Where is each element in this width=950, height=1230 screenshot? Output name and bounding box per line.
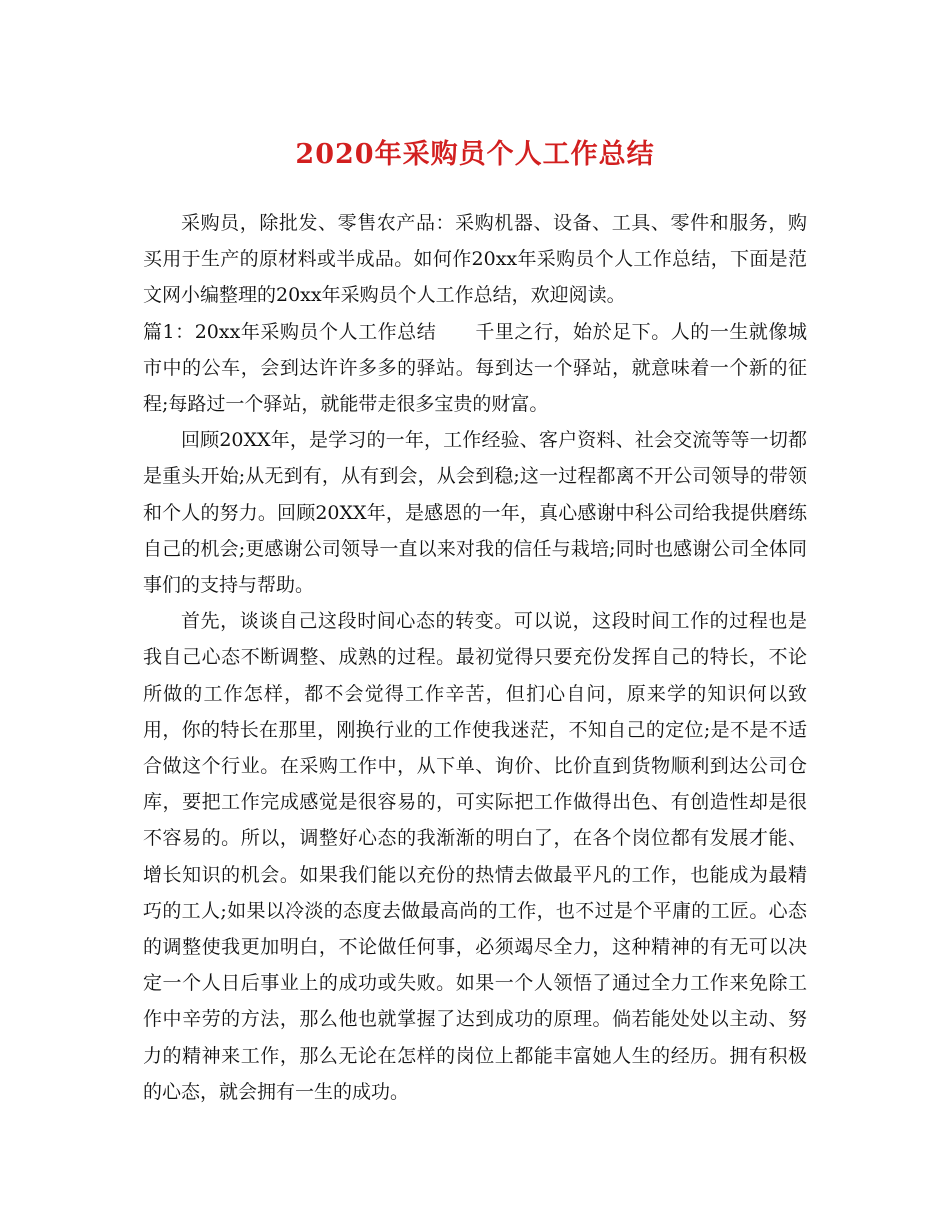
chapter-one-paragraph: 篇1：20xx年采购员个人工作总结 千里之行，始於足下。人的一生就像城市中的公车，会到达许许多多的驿站。每到达一个驿站，就意味着一个新的征程;每路过一个驿站，就能带走很多宝贵的财富。 (143, 320, 807, 416)
review-paragraph: 回顾20XX年，是学习的一年，工作经验、客户资料、社会交流等等一切都是重头开始;从无到有，从有到会，从会到稳;这一过程都离不开公司领导的带领和个人的努力。回顾20XX年，是感恩的一年，真心感谢中科公司给我提供磨练自己的机会;更感谢公司领导一直以来对我的信任与栽培;同时也感谢公司全体同事们的支持与帮助。 (143, 429, 807, 597)
intro-paragraph: 采购员，除批发、零售农产品：采购机器、设备、工具、零件和服务，购买用于生产的原材料或半成品。如何作20xx年采购员个人工作总结，下面是范文网小编整理的20xx年采购员个人工作总结，欢迎阅读。 (143, 212, 807, 307)
document-body (143, 205, 807, 1110)
mindset-paragraph: 首先，谈谈自己这段时间心态的转变。可以说，这段时间工作的过程也是我自己心态不断调整、成熟的过程。最初觉得只要充份发挥自己的特长，不论所做的工作怎样，都不会觉得工作辛苦，但扪心自问，原来学的知识何以致用，你的特长在那里，刚换行业的工作使我迷茫，不知自己的定位;是不是不适合做这个行业。在采购工作中，从下单、询价、比价直到货物顺利到达公司仓库，要把工作完成感觉是很容易的，可实际把工作做得出色、有创造性却是很不容易的。所以，调整好心态的我渐渐的明白了，在各个岗位都有发展才能、增长知识的机会。如果我们能以充份的热情去做最平凡的工作，也能成为最精巧的工人;如果以冷淡的态度去做最高尚的工作，也不过是个平庸的工匠。心态的调整使我更加明白，不论做任何事，必须竭尽全力，这种精神的有无可以决定一个人日后事业上的成功或失败。如果一个人领悟了通过全力工作来免除工作中辛劳的方法，那么他也就掌握了达到成功的原理。倘若能处处以主动、努力的精神来工作，那么无论在怎样的岗位上都能丰富她人生的经历。拥有积极的心态，就会拥有一生的成功。 (143, 610, 807, 1103)
document-title: 2020年采购员个人工作总结 (295, 139, 655, 170)
